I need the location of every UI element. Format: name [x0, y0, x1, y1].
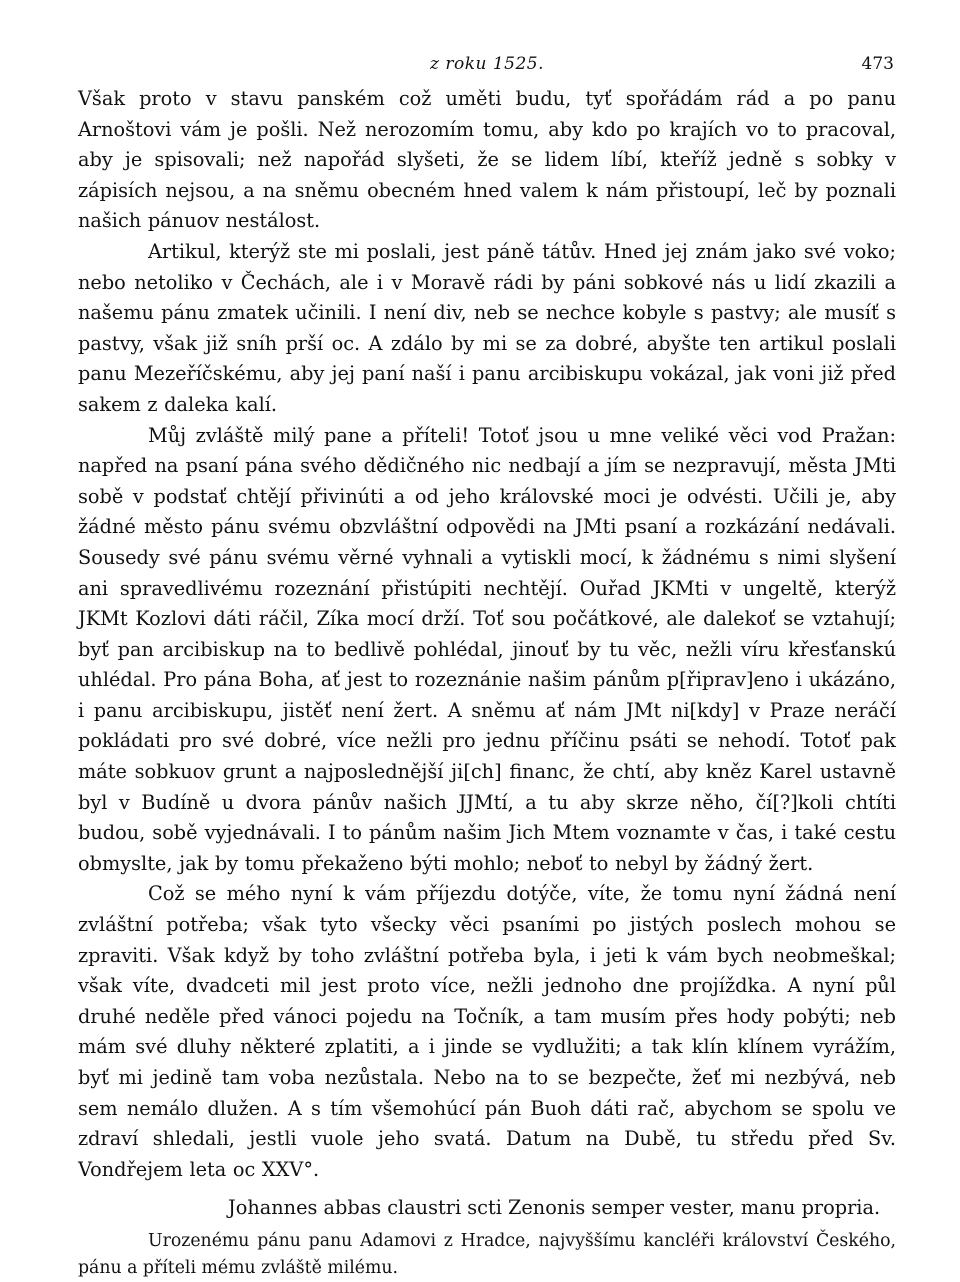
document-page [78, 44, 896, 1282]
paragraph-2: Artikul, kterýž ste mi poslali, jest páně tátův. Hned jej znám jako své voko; nebo netoliko v Čechách, ale i v Moravě rádi by páni sobkové nás u lidí zkazili a našemu pánu zmatek učinili. I není div, neb se nechce kobyle s pastvy; ale musíť s pastvy, však již sníh prší oc. A zdálo by mi se za dobré, abyšte ten artikul poslali panu Mezeříčskému, aby jej paní naší i panu arcibiskupu vokázal, jak voni již před sakem z daleka kalí. [78, 239, 896, 416]
address-line: Urozenému pánu panu Adamovi z Hradce, najvyššímu kancléři království Českého, pánu a příteli mému zvláště milému. [78, 1230, 896, 1278]
signature: Johannes abbas claustri scti Zenonis semper vester, manu propria. [228, 1196, 881, 1220]
paragraph-1: Však proto v stavu panském což uměti budu, tyť spořádám rád a po panu Arnoštovi vám je pošli. Než nerozomím tomu, aby kdo po krajích vo to pracoval, aby je spisovali; než napořád slyšeti, že se lidem líbí, kteříž jedně s sobky v zápisích nejsou, a na sněmu obecném hned valem k nám přistoupí, leč by poznali našich pánuov nestálost. [78, 87, 896, 233]
letter-body [78, 84, 896, 1185]
page-number: 473 [861, 54, 894, 74]
paragraph-4: Což se mého nyní k vám příjezdu dotýče, víte, že tomu nyní žádná není zvláštní potřeba; však tyto všecky věci psaními po jistých poslech mohou se zpraviti. Však když by toho zvláštní potřeba byla, i jeti k vám bych neobmeškal; však víte, dvadceti mil jest proto více, nežli jednoho dne projíždka. A nyní půl druhé neděle před vánoci pojedu na Točník, a tam musím přes hody pobýti; neb mám své dluhy některé zplatiti, a i jinde se vydlužiti; a tak klín klínem vyrážím, byť mi jedině tam voba nezůstala. Nebo na to se bezpečte, žeť mi nezbývá, neb sem nemálo dlužen. A s tím všemohúcí pán Buoh dáti rač, abychom se spolu ve zdraví shledali, jestli vuole jeho svatá. Datum na Dubě, tu středu před Sv. Vondřejem leta oc XXV°. [78, 882, 896, 1181]
page-header [78, 44, 896, 84]
paragraph-3: Můj zvláště milý pane a příteli! Totoť jsou u mne veliké věci vod Pražan: napřed na psaní pána svého dědičného nic nedbají a jím se nezpravují, města JMti sobě v podstať chtějí přivinúti a od jeho královské moci je odvésti. Učili je, aby žádné město pánu svému obzvláštní odpovědi na JMti psaní a rozkázání nedávali. Sousedy své pánu svému věrné vyhnali a vytiskli mocí, k žádnému s nimi slyšení ani spravedlivému rozeznání přistúpiti nechtějí. Ouřad JKMti v ungeltě, kterýž JKMt Kozlovi dáti ráčil, Zíka mocí drží. Toť sou počátkové, ale dalekoť se vztahují; byť pan arcibiskup na to bedlivě pohlédal, jinouť by tu věc, nežli víru křesťanskú uhlédal. Pro pána Boha, ať jest to rozeznánie našim pánům p[řiprav]eno i ukázáno, i panu arcibiskupu, jistěť není žert. A sněmu ať nám JMt ni[kdy] v Praze neráčí pokládati pro své dobré, více nežli pro jednu příčinu psáti se nehodí. Totoť pak máte sobkuov grunt a najposlednější ji[ch] financ, že chtí, aby kněz Karel ustavně byl v Budíně u dvora pánův našich JJMtí, a tu aby skrze něho, čí[?]koli chtíti budou, sobě vyjednávali. I to pánům našim Jich Mtem voznamte v čas, i také cestu obmyslte, jak by tomu překaženo býti mohlo; neboť to nebyl by žádný žert. [78, 423, 896, 875]
running-title: z roku 1525. [429, 54, 545, 74]
